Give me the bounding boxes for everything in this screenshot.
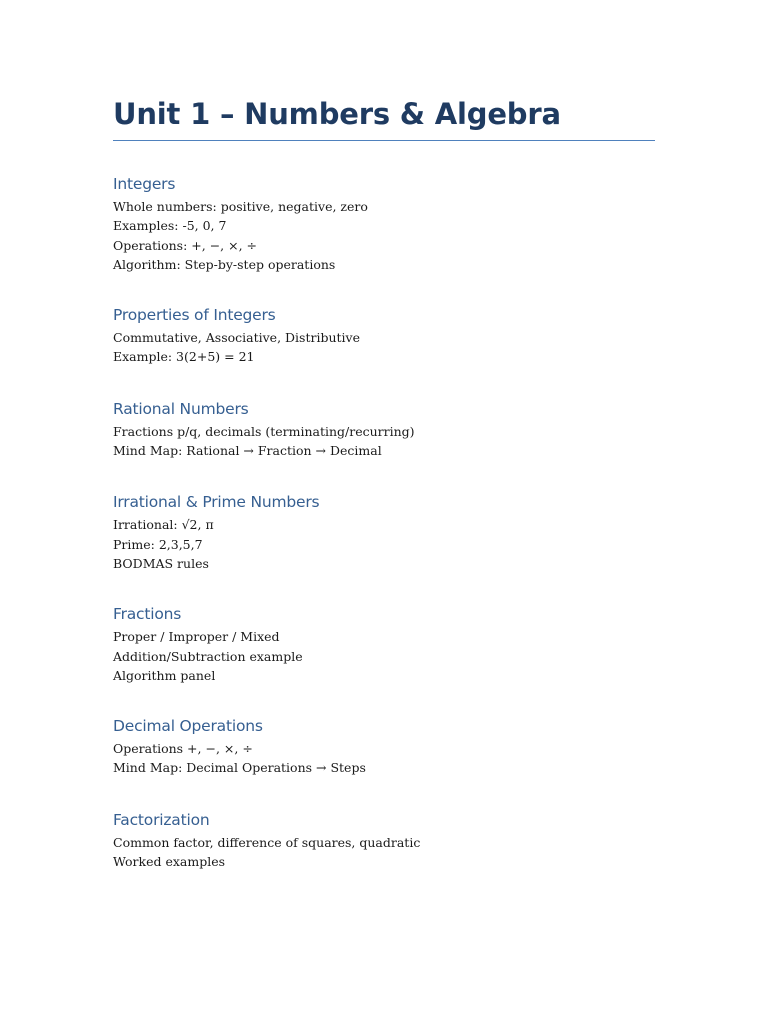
section-body (113, 627, 655, 685)
section-body (113, 515, 655, 573)
section-decimal-operations (113, 715, 655, 778)
body-line: Common factor, difference of squares, quadratic (113, 834, 421, 850)
section-heading: Integers (113, 175, 176, 193)
section-heading: Rational Numbers (113, 399, 249, 418)
section-factorization (113, 809, 655, 872)
page-title: Unit 1 – Numbers & Algebra (113, 94, 655, 141)
body-line: Algorithm panel (113, 667, 216, 683)
section-rational-numbers (113, 398, 655, 461)
body-line: Examples: -5, 0, 7 (113, 218, 227, 234)
section-fractions (113, 603, 655, 685)
body-line: Proper / Improper / Mixed (113, 629, 280, 645)
body-line: Prime: 2,3,5,7 (113, 536, 203, 552)
document-page (113, 94, 655, 871)
section-body (113, 197, 655, 274)
section-body (113, 739, 655, 778)
body-line: Addition/Subtraction example (113, 648, 303, 664)
section-heading: Irrational & Prime Numbers (113, 493, 320, 512)
body-line: Mind Map: Rational → Fraction → Decimal (113, 443, 382, 459)
section-properties-of-integers (113, 304, 655, 367)
body-line: Example: 3(2+5) = 21 (113, 349, 255, 365)
section-heading: Factorization (113, 810, 210, 829)
body-line: Algorithm: Step-by-step operations (113, 256, 336, 272)
body-line: Commutative, Associative, Distributive (113, 330, 360, 346)
body-line: Fractions p/q, decimals (terminating/recurring) (113, 423, 415, 439)
body-line: Whole numbers: positive, negative, zero (113, 199, 368, 214)
section-body (113, 328, 655, 367)
body-line: Operations +, −, ×, ÷ (113, 741, 253, 757)
body-line: Irrational: √2, π (113, 517, 214, 533)
section-heading: Fractions (113, 605, 182, 624)
body-line: Worked examples (113, 854, 226, 870)
section-irrational-prime-numbers (113, 491, 655, 573)
body-line: Operations: +, −, ×, ÷ (113, 237, 258, 253)
section-heading: Decimal Operations (113, 717, 263, 736)
section-heading: Properties of Integers (113, 306, 276, 325)
section-body (113, 833, 655, 872)
body-line: BODMAS rules (113, 555, 209, 571)
section-integers (113, 173, 655, 274)
body-line: Mind Map: Decimal Operations → Steps (113, 760, 366, 776)
section-body (113, 422, 655, 461)
